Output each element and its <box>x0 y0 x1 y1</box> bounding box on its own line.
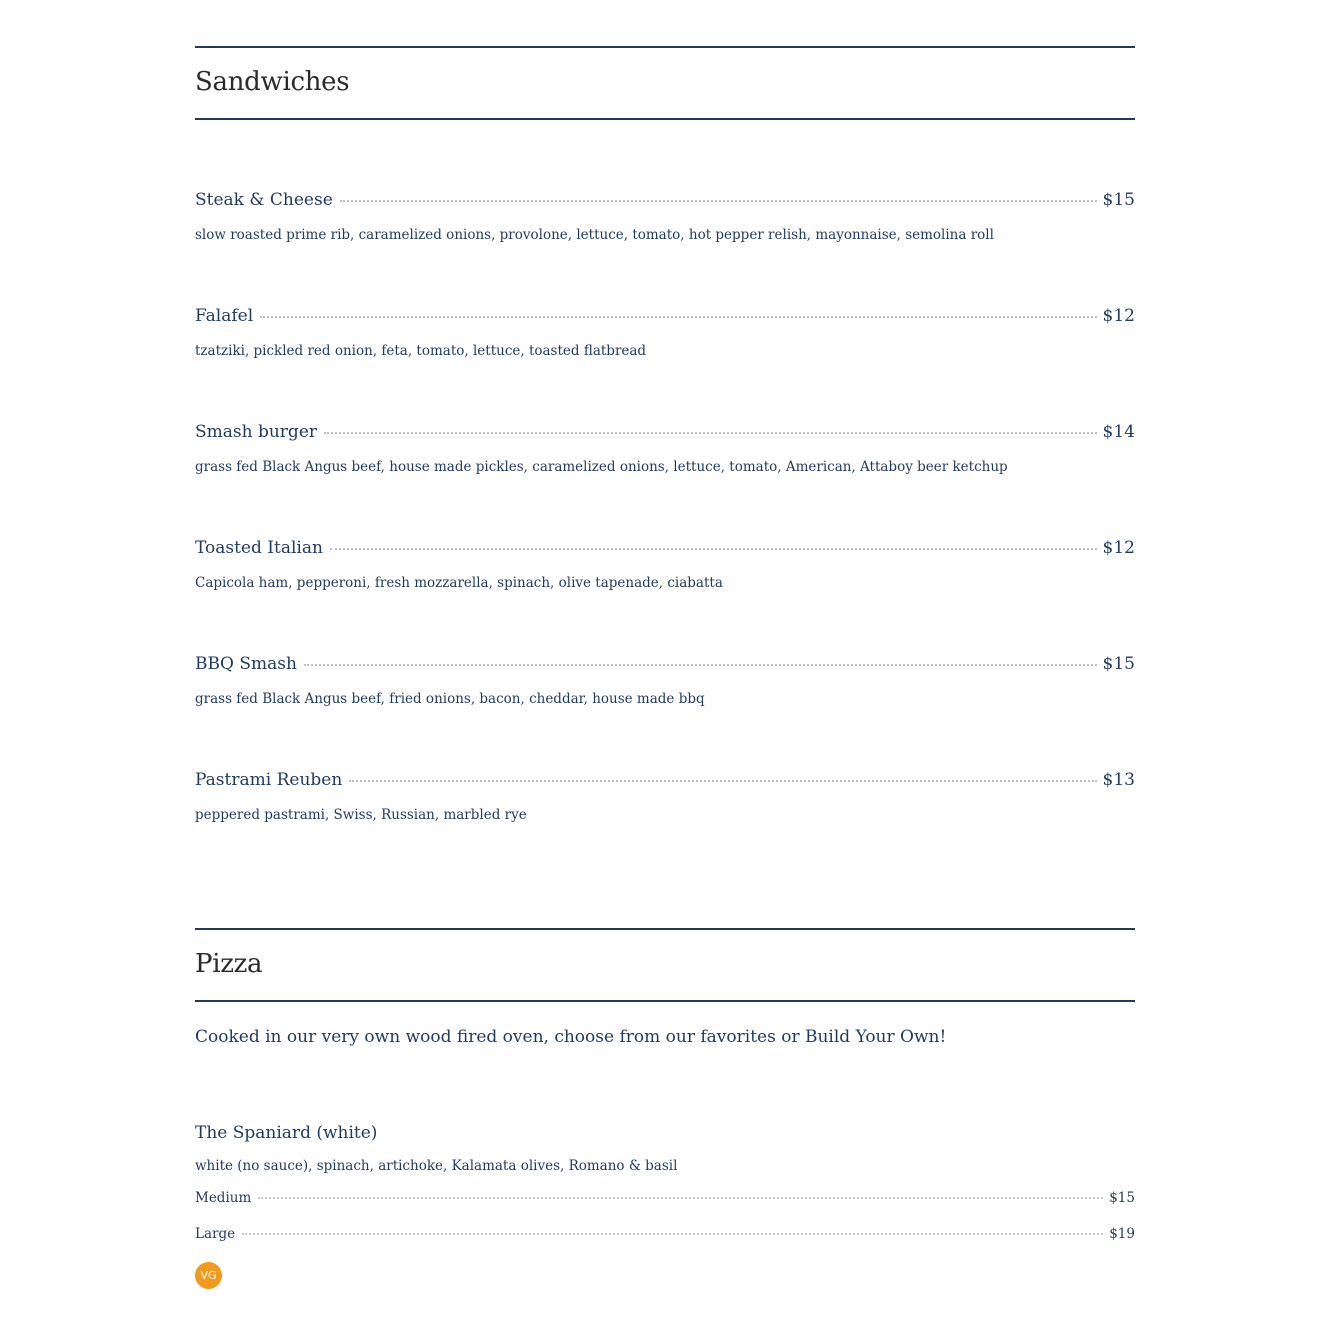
dot-leader <box>324 431 1097 434</box>
section-header <box>195 928 1135 1002</box>
dot-leader <box>242 1232 1103 1235</box>
item-description: peppered pastrami, Swiss, Russian, marbled rye <box>195 807 527 823</box>
item-description: white (no sauce), spinach, artichoke, Kalamata olives, Romano & basil <box>195 1158 678 1174</box>
section-title: Pizza <box>195 949 263 979</box>
dot-leader <box>260 315 1096 318</box>
menu-item <box>195 654 1135 770</box>
item-name: Falafel <box>195 306 254 326</box>
item-name: Pastrami Reuben <box>195 770 343 790</box>
menu-item <box>195 306 1135 422</box>
vegetarian-badge: VG <box>195 1262 222 1289</box>
item-price: $15 <box>1102 654 1135 674</box>
item-price: $13 <box>1102 770 1135 790</box>
item-name: Toasted Italian <box>195 538 323 558</box>
size-label: Medium <box>195 1190 252 1206</box>
item-price: $14 <box>1102 422 1135 442</box>
section-title: Sandwiches <box>195 67 350 97</box>
sandwiches-section <box>195 46 1135 886</box>
size-price: $19 <box>1109 1226 1135 1242</box>
item-name: The Spaniard (white) <box>195 1123 378 1143</box>
item-name: BBQ Smash <box>195 654 297 674</box>
item-description: slow roasted prime rib, caramelized onions, provolone, lettuce, tomato, hot pepper relish, mayonnaise, semolina roll <box>195 227 994 243</box>
dot-leader <box>349 779 1096 782</box>
size-price: $15 <box>1109 1190 1135 1206</box>
size-option <box>195 1226 1135 1246</box>
item-description: tzatziki, pickled red onion, feta, tomato, lettuce, toasted flatbread <box>195 343 647 359</box>
item-name: Smash burger <box>195 422 318 442</box>
item-description: Capicola ham, pepperoni, fresh mozzarella, spinach, olive tapenade, ciabatta <box>195 575 723 591</box>
item-description: grass fed Black Angus beef, house made pickles, caramelized onions, lettuce, tomato, American, Attaboy beer ketchup <box>195 459 1008 475</box>
item-price: $12 <box>1102 306 1135 326</box>
menu-item <box>195 538 1135 654</box>
dot-leader <box>304 663 1097 666</box>
section-intro: Cooked in our very own wood fired oven, choose from our favorites or Build Your Own! <box>195 1027 947 1047</box>
item-price: $12 <box>1102 538 1135 558</box>
size-option <box>195 1190 1135 1210</box>
item-price: $15 <box>1102 190 1135 210</box>
pizza-item <box>195 1123 1135 1289</box>
dot-leader <box>340 199 1097 202</box>
section-header <box>195 46 1135 120</box>
dot-leader <box>258 1196 1103 1199</box>
dot-leader <box>330 547 1097 550</box>
menu-item <box>195 422 1135 538</box>
menu-item-list <box>195 190 1135 886</box>
menu-item <box>195 190 1135 306</box>
item-name: Steak & Cheese <box>195 190 333 210</box>
item-description: grass fed Black Angus beef, fried onions, bacon, cheddar, house made bbq <box>195 691 705 707</box>
menu-item <box>195 770 1135 886</box>
pizza-section <box>195 928 1135 1289</box>
size-label: Large <box>195 1226 236 1242</box>
